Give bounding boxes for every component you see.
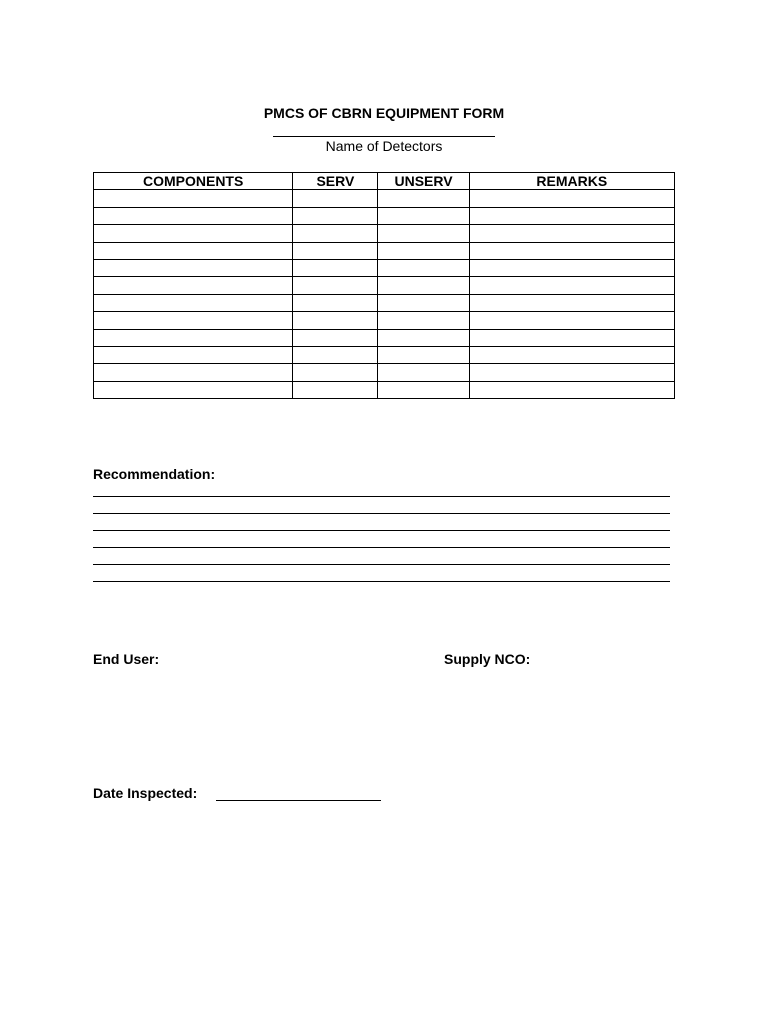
table-cell-unserv[interactable] xyxy=(378,207,469,224)
table-row xyxy=(94,346,675,363)
table-cell-unserv[interactable] xyxy=(378,364,469,381)
table-cell-serv[interactable] xyxy=(293,190,378,207)
table-row xyxy=(94,207,675,224)
table-cell-serv[interactable] xyxy=(293,329,378,346)
table-cell-serv[interactable] xyxy=(293,259,378,276)
recommendation-line[interactable] xyxy=(93,496,670,497)
table-cell-remarks[interactable] xyxy=(469,329,674,346)
recommendation-line[interactable] xyxy=(93,547,670,548)
header-remarks: REMARKS xyxy=(469,173,674,190)
table-cell-unserv[interactable] xyxy=(378,259,469,276)
table-cell-remarks[interactable] xyxy=(469,364,674,381)
table-cell-serv[interactable] xyxy=(293,294,378,311)
table-row xyxy=(94,225,675,242)
equipment-table xyxy=(93,172,675,399)
table-cell-unserv[interactable] xyxy=(378,242,469,259)
table-row xyxy=(94,294,675,311)
header-unserv: UNSERV xyxy=(378,173,469,190)
recommendation-label: Recommendation: xyxy=(93,466,216,482)
table-cell-remarks[interactable] xyxy=(469,277,674,294)
table-cell-remarks[interactable] xyxy=(469,312,674,329)
table-cell-components[interactable] xyxy=(94,381,293,398)
table-cell-remarks[interactable] xyxy=(469,346,674,363)
table-cell-unserv[interactable] xyxy=(378,294,469,311)
recommendation-line[interactable] xyxy=(93,564,670,565)
table-body xyxy=(94,190,675,399)
table-cell-remarks[interactable] xyxy=(469,190,674,207)
date-inspected-blank-line xyxy=(216,800,381,801)
table-row xyxy=(94,312,675,329)
table-cell-unserv[interactable] xyxy=(378,190,469,207)
table-cell-components[interactable] xyxy=(94,225,293,242)
table-cell-components[interactable] xyxy=(94,242,293,259)
table-cell-components[interactable] xyxy=(94,312,293,329)
table-row xyxy=(94,364,675,381)
table-cell-remarks[interactable] xyxy=(469,259,674,276)
table-cell-unserv[interactable] xyxy=(378,225,469,242)
table-cell-serv[interactable] xyxy=(293,364,378,381)
table-row xyxy=(94,277,675,294)
table-cell-unserv[interactable] xyxy=(378,312,469,329)
table-row xyxy=(94,329,675,346)
table-row xyxy=(94,259,675,276)
table-cell-serv[interactable] xyxy=(293,381,378,398)
table-cell-components[interactable] xyxy=(94,294,293,311)
table-cell-serv[interactable] xyxy=(293,346,378,363)
table-cell-remarks[interactable] xyxy=(469,294,674,311)
table-cell-serv[interactable] xyxy=(293,225,378,242)
table-cell-components[interactable] xyxy=(94,277,293,294)
form-subtitle: Name of Detectors xyxy=(325,138,443,154)
table-row xyxy=(94,242,675,259)
table-cell-remarks[interactable] xyxy=(469,225,674,242)
table-cell-components[interactable] xyxy=(94,207,293,224)
table-row xyxy=(94,190,675,207)
table-cell-components[interactable] xyxy=(94,329,293,346)
table-cell-components[interactable] xyxy=(94,346,293,363)
recommendation-line[interactable] xyxy=(93,513,670,514)
table-cell-components[interactable] xyxy=(94,259,293,276)
form-title: PMCS OF CBRN EQUIPMENT FORM xyxy=(263,105,505,121)
table-cell-remarks[interactable] xyxy=(469,242,674,259)
table-row xyxy=(94,381,675,398)
table-cell-remarks[interactable] xyxy=(469,381,674,398)
header-components: COMPONENTS xyxy=(94,173,293,190)
table-cell-serv[interactable] xyxy=(293,242,378,259)
table-cell-unserv[interactable] xyxy=(378,381,469,398)
header-serv: SERV xyxy=(293,173,378,190)
recommendation-line[interactable] xyxy=(93,530,670,531)
date-inspected-label: Date Inspected: xyxy=(93,785,198,801)
table-cell-components[interactable] xyxy=(94,190,293,207)
table-cell-remarks[interactable] xyxy=(469,207,674,224)
table-header-row xyxy=(94,173,675,190)
table-cell-serv[interactable] xyxy=(293,312,378,329)
recommendation-line[interactable] xyxy=(93,581,670,582)
table-cell-components[interactable] xyxy=(94,364,293,381)
end-user-label: End User: xyxy=(93,651,160,667)
table-cell-serv[interactable] xyxy=(293,207,378,224)
supply-nco-label: Supply NCO: xyxy=(444,651,531,667)
table-cell-unserv[interactable] xyxy=(378,329,469,346)
table-cell-unserv[interactable] xyxy=(378,277,469,294)
table-cell-serv[interactable] xyxy=(293,277,378,294)
table-cell-unserv[interactable] xyxy=(378,346,469,363)
